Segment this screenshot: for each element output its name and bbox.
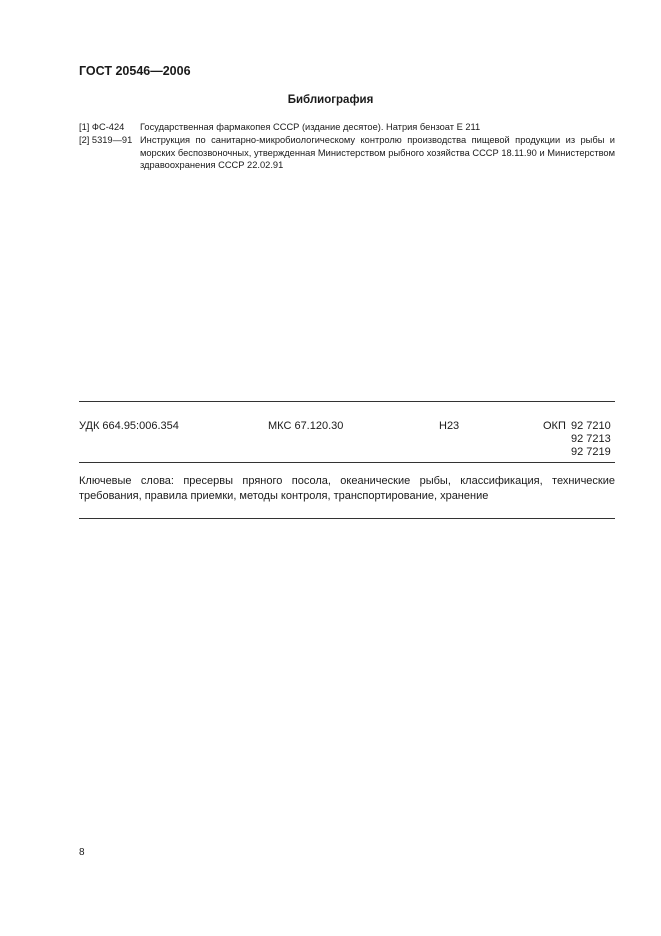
okp-label: ОКП [543,420,566,432]
okp-code: 92 7219 [571,446,611,458]
group-code: Н23 [439,420,460,432]
document-code: ГОСТ 20546—2006 [79,64,191,78]
divider-bottom [79,518,615,519]
bibliography-ref-1: [1] ФС-424 [79,122,125,132]
bibliography-text-1: Государственная фармакопея СССР (издание десятое). Натрия бензоат Е 211 [140,122,481,132]
bibliography-title: Библиография [287,94,374,106]
bibliography-text-2: Инструкция по санитарно-микробиологическому контролю производства пищевой продукции из рыбы и морских беспозвоночных, утвержденная Министерством рыбного хозяйства СССР 18.11.90 и Министерством здравоохранения СССР 22.02.91 [140,135,615,170]
okp-code: 92 7210 [571,420,611,432]
mks-code: МКС 67.120.30 [268,420,344,432]
page-number: 8 [79,847,85,858]
okp-code: 92 7213 [571,433,611,445]
divider-middle [79,462,615,463]
udc-code: УДК 664.95:006.354 [79,420,179,432]
okp-codes [571,420,611,459]
keywords: Ключевые слова: пресервы пряного посола, океанические рыбы, классификация, технические требования, правила приемки, методы контроля, транспортирование, хранение [79,475,615,502]
divider-top [79,401,615,402]
bibliography-ref-2: [2] 5319—91 [79,135,133,145]
